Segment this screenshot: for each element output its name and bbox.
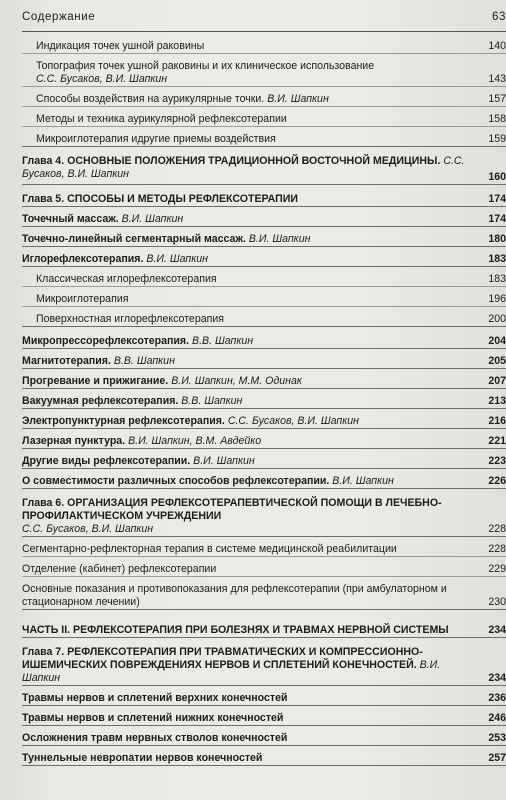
toc-section [22, 253, 506, 267]
entry-title: Классическая иглорефлексотерапия [36, 273, 217, 285]
entry-page: 229 [488, 563, 506, 575]
toc-section [22, 712, 506, 726]
toc-chapter-7 [22, 646, 506, 686]
entry-page: 140 [488, 40, 506, 52]
toc-subsection [22, 293, 506, 307]
entry-title: Поверхностная иглорефлексотерапия [36, 313, 224, 325]
toc-section [22, 455, 506, 469]
entry-title: Прогревание и прижигание. [22, 375, 169, 387]
entry-page: 234 [488, 624, 506, 636]
toc-part-2 [22, 624, 506, 638]
toc-chapter-5 [22, 193, 506, 207]
toc-chapter-6-authors [22, 523, 506, 537]
entry-title: Глава 7. РЕФЛЕКСОТЕРАПИЯ ПРИ ТРАВМАТИЧЕСКИХ И КОМПРЕССИОННО-ИШЕМИЧЕСКИХ ПОВРЕЖДЕНИЯХ НЕРВОВ И СПЛЕТЕНИЙ КОНЕЧНОСТЕЙ. [22, 646, 423, 671]
entry-title: Травмы нервов и сплетений верхних конечностей [22, 692, 288, 704]
entry-title: Лазерная пунктура. [22, 435, 126, 447]
entry-page: 246 [488, 712, 506, 724]
toc-entry [22, 113, 506, 127]
entry-page: 228 [488, 523, 506, 535]
running-head-title: Содержание [22, 11, 96, 23]
entry-page: 174 [488, 193, 506, 205]
toc-section [22, 475, 506, 489]
entry-title: Топография точек ушной раковины и их клиническое использование [36, 60, 375, 72]
entry-author: В.И. Шапкин [332, 475, 394, 487]
entry-page: 157 [488, 93, 506, 105]
toc-entry [22, 40, 506, 54]
entry-title: Микроиглотерапия [36, 293, 129, 305]
entry-title: О совместимости различных способов рефлексотерапии. [22, 475, 330, 487]
toc-entry-cont [22, 73, 506, 87]
entry-title: Магнитотерапия. [22, 355, 111, 367]
toc-section [22, 543, 506, 557]
entry-author: С.С. Бусаков, В.И. Шапкин [22, 155, 465, 180]
entry-page: 160 [488, 171, 506, 183]
entry-title: Глава 5. СПОСОБЫ И МЕТОДЫ РЕФЛЕКСОТЕРАПИИ [22, 193, 299, 205]
entry-title: Точечный массаж. [22, 213, 119, 225]
toc-section [22, 752, 506, 766]
toc-entry [22, 60, 506, 73]
entry-page: 228 [488, 543, 506, 555]
entry-page: 230 [488, 596, 506, 608]
entry-page: 257 [488, 752, 506, 764]
toc-section [22, 355, 506, 369]
entry-page: 204 [488, 335, 506, 347]
entry-page: 180 [488, 233, 506, 245]
toc-entry [22, 133, 506, 147]
toc-subsection [22, 313, 506, 327]
entry-title: Травмы нервов и сплетений нижних конечностей [22, 712, 284, 724]
entry-title: Другие виды рефлексотерапии. [22, 455, 191, 467]
entry-page: 205 [488, 355, 506, 367]
entry-page: 183 [488, 253, 506, 265]
entry-author: В.И. Шапкин, М.М. Одинак [171, 375, 302, 387]
entry-title: Осложнения травм нервных стволов конечностей [22, 732, 288, 744]
entry-page: 213 [488, 395, 506, 407]
toc-subsection [22, 273, 506, 287]
table-of-contents [22, 40, 506, 766]
toc-section [22, 583, 506, 610]
entry-title: Отделение (кабинет) рефлексотерапии [22, 563, 217, 575]
entry-title: Точечно-линейный сегментарный массаж. [22, 233, 246, 245]
entry-page: 200 [488, 313, 506, 325]
toc-section [22, 335, 506, 349]
entry-author: В.И. Шапкин [193, 455, 255, 467]
entry-page: 236 [488, 692, 506, 704]
entry-author: В.В. Шапкин [113, 355, 175, 367]
entry-title: Основные показания и противопоказания для рефлексотерапии (при амбулаторном и стационарном лечении) [22, 583, 447, 608]
toc-section [22, 563, 506, 577]
entry-author: В.В. Шапкин [192, 335, 254, 347]
toc-chapter-6 [22, 497, 506, 523]
entry-author: В.И. Шапкин [146, 253, 208, 265]
entry-title: Индикация точек ушной раковины [36, 40, 205, 52]
entry-title: ЧАСТЬ II. РЕФЛЕКСОТЕРАПИЯ ПРИ БОЛЕЗНЯХ И ТРАВМАХ НЕРВНОЙ СИСТЕМЫ [22, 624, 449, 636]
entry-author: В.И. Шапкин [248, 233, 311, 245]
entry-author: В.И. Шапкин, В.М. Авдейко [128, 435, 262, 447]
toc-chapter-4 [22, 155, 506, 185]
entry-author: С.С. Бусаков, В.И. Шапкин [36, 73, 168, 85]
toc-section [22, 375, 506, 389]
entry-page: 221 [488, 435, 506, 447]
entry-page: 174 [488, 213, 506, 225]
entry-page: 234 [488, 672, 506, 684]
entry-title: Глава 4. ОСНОВНЫЕ ПОЛОЖЕНИЯ ТРАДИЦИОННОЙ ВОСТОЧНОЙ МЕДИЦИНЫ. [22, 155, 441, 167]
toc-section [22, 415, 506, 429]
entry-page: 158 [488, 113, 506, 125]
toc-section [22, 732, 506, 746]
entry-author: В.И. Шапкин [121, 213, 184, 225]
toc-section [22, 233, 506, 247]
entry-page: 253 [488, 732, 506, 744]
entry-title: Сегментарно-рефлекторная терапия в системе медицинской реабилитации [22, 543, 397, 555]
toc-section [22, 435, 506, 449]
entry-page: 159 [488, 133, 506, 145]
toc-section [22, 395, 506, 409]
entry-page: 183 [488, 273, 506, 285]
entry-title: Микроиглотерапия идругие приемы воздействия [36, 133, 276, 145]
entry-title: Микропрессорефлексотерапия. [22, 335, 190, 347]
entry-title: Электропунктурная рефлексотерапия. [22, 415, 225, 427]
entry-title: Вакуумная рефлексотерапия. [22, 395, 179, 407]
page-header [22, 11, 506, 29]
entry-page: 196 [488, 293, 506, 305]
toc-section [22, 213, 506, 227]
toc-section [22, 692, 506, 706]
entry-page: 207 [488, 375, 506, 387]
entry-title: Иглорефлексотерапия. [22, 253, 144, 265]
entry-title: Туннельные невропатии нервов конечностей [22, 752, 263, 764]
entry-page: 226 [488, 475, 506, 487]
entry-page: 223 [488, 455, 506, 467]
entry-page: 216 [488, 415, 506, 427]
entry-title: Методы и техника аурикулярной рефлексотерапии [36, 113, 287, 125]
entry-author: В.В. Шапкин [181, 395, 243, 407]
entry-title: Глава 6. ОРГАНИЗАЦИЯ РЕФЛЕКСОТЕРАПЕВТИЧЕСКОЙ ПОМОЩИ В ЛЕЧЕБНО-ПРОФИЛАКТИЧЕСКОМ УЧРЕЖДЕНИИ [22, 497, 442, 522]
entry-author: С.С. Бусаков, В.И. Шапкин [22, 523, 154, 535]
toc-entry [22, 93, 506, 107]
entry-title: Способы воздействия на аурикулярные точки. [36, 93, 265, 105]
header-rule [22, 31, 506, 32]
running-head-page-number: 63 [492, 11, 506, 23]
entry-author: С.С. Бусаков, В.И. Шапкин [227, 415, 359, 427]
entry-author: В.И. Шапкин [267, 93, 329, 105]
entry-author: В.И. Шапкин [22, 659, 441, 684]
entry-page: 143 [488, 73, 506, 85]
